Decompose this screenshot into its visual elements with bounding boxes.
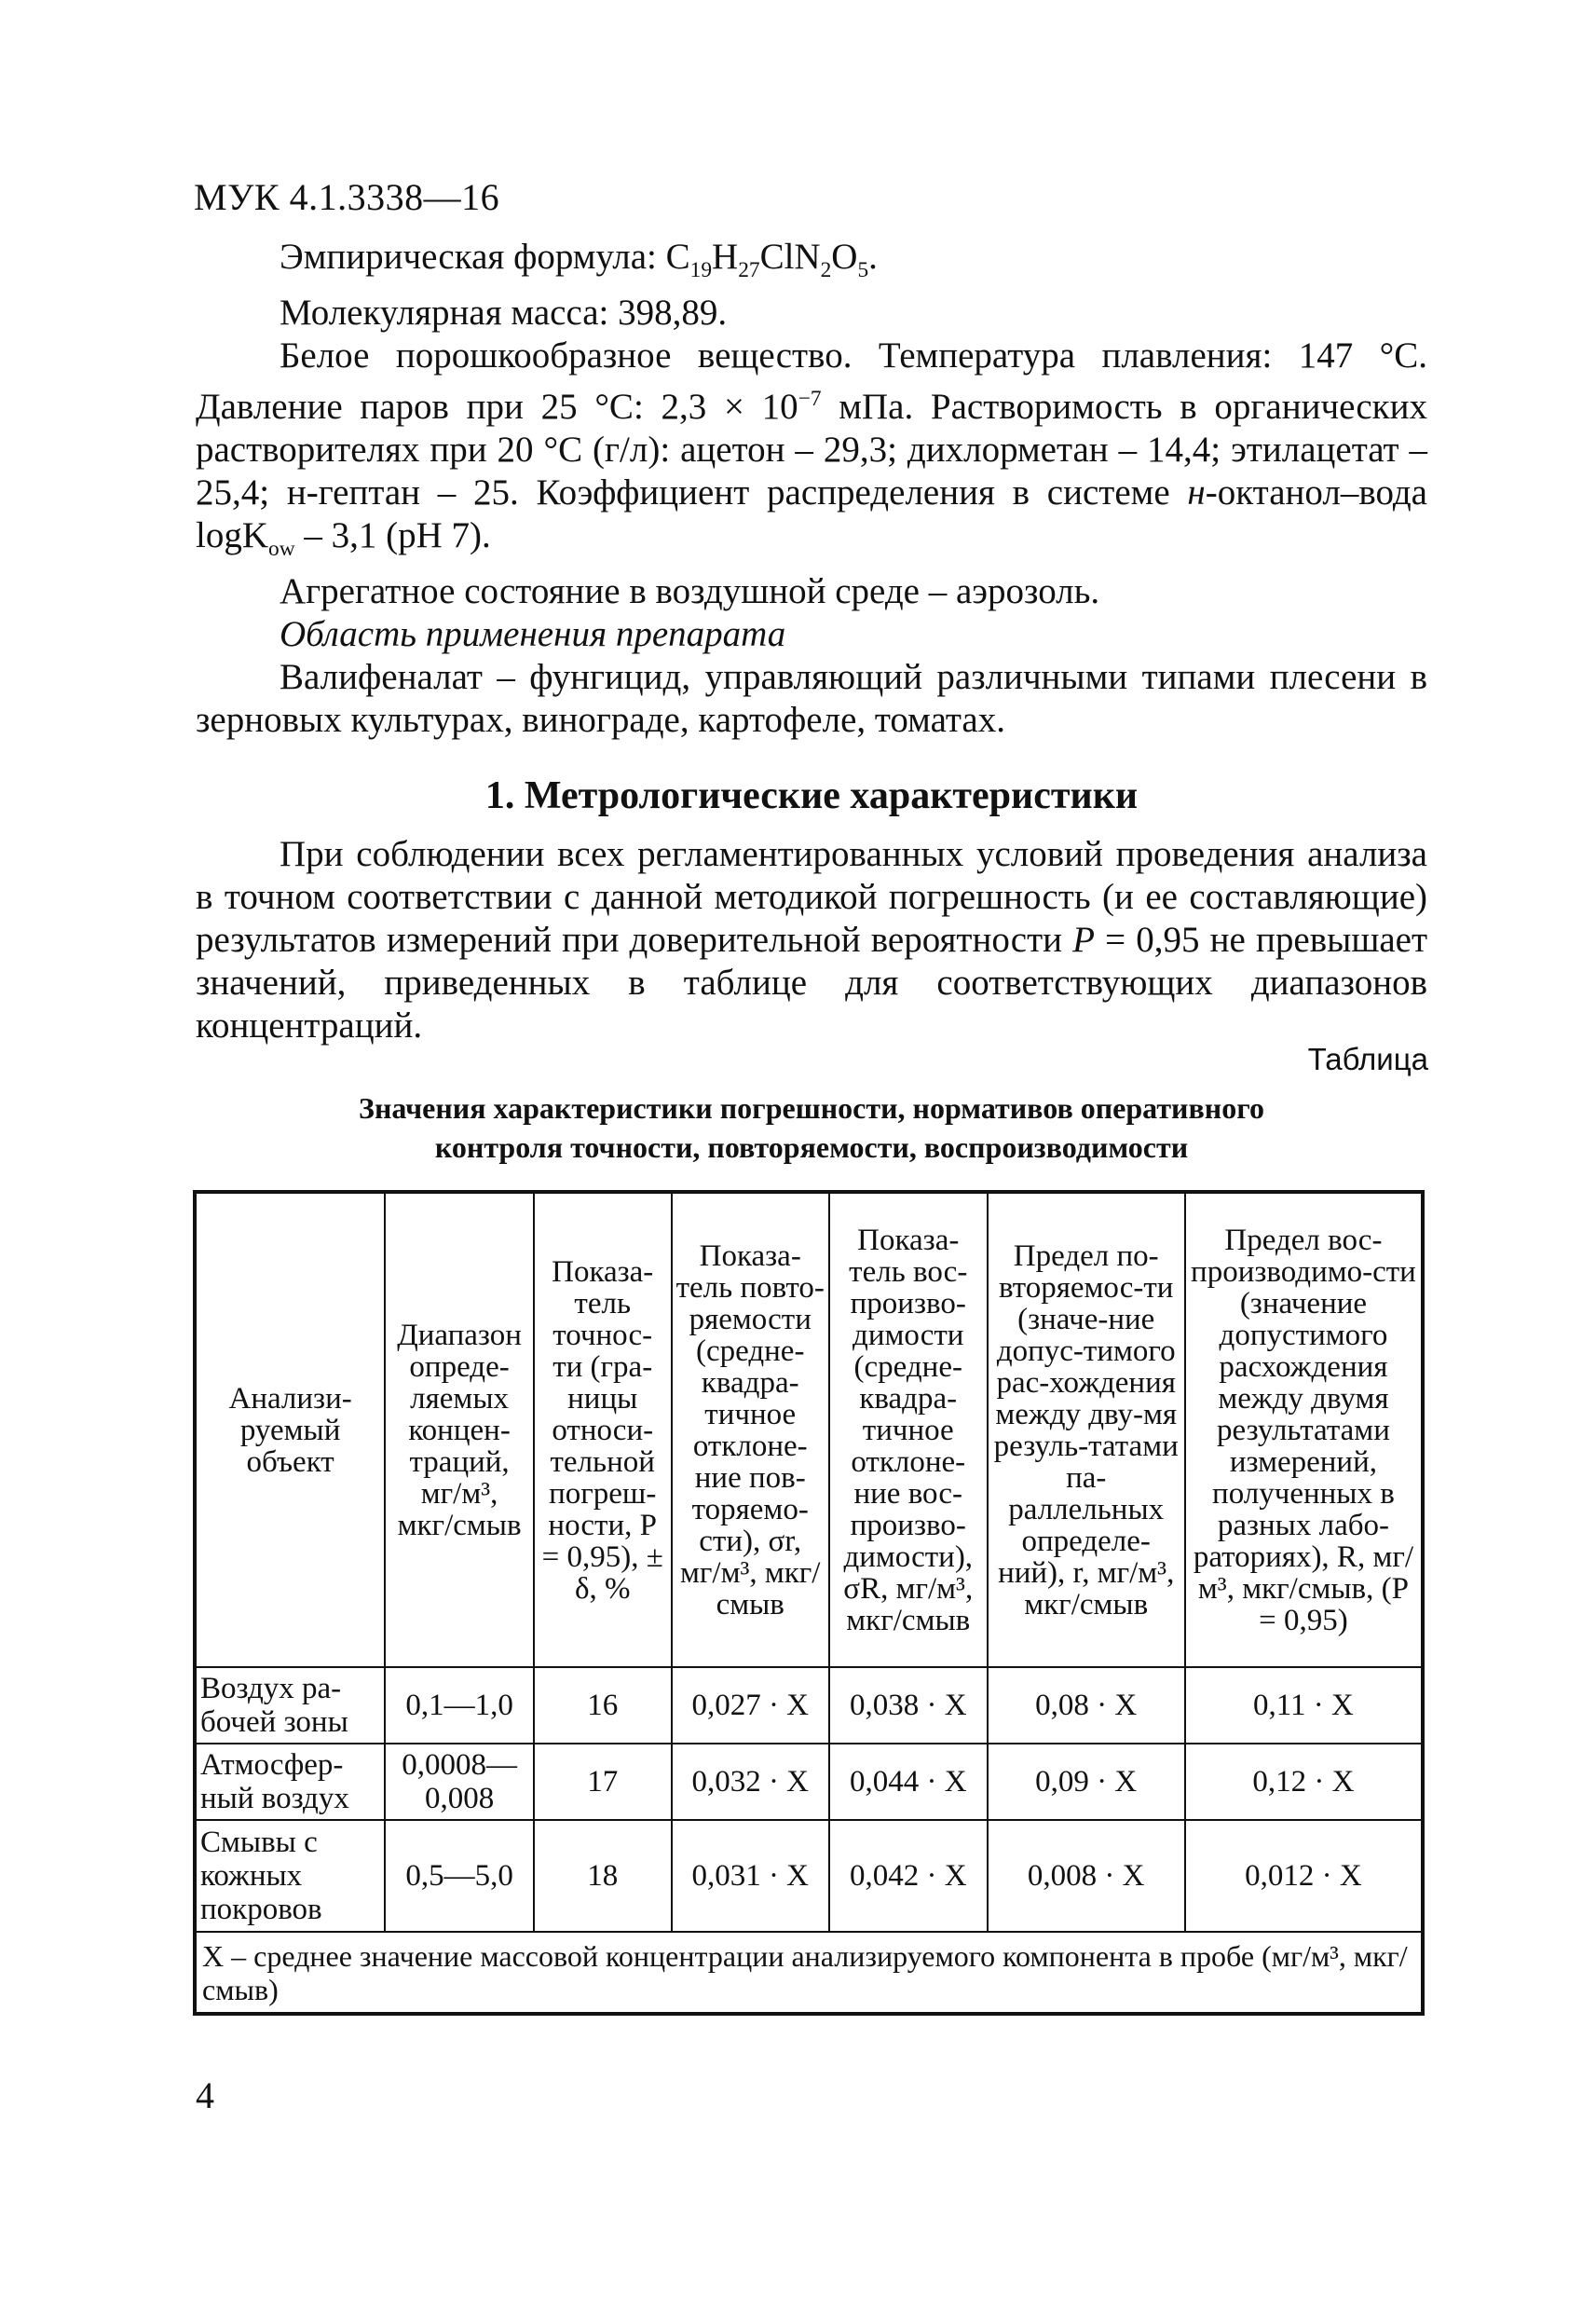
metrology-table: [193, 1190, 1425, 2016]
header-repeatability-limit: Предел по-вторяемос-ти (значе-ние допус-тимого рас-хождения между дву-мя резуль-татами па-раллельных определе-ний), r, мг/м³, мкг/смыв: [988, 1192, 1185, 1667]
table-caption: Значения характеристики погрешности, нормативов оперативного контроля точности, повторяемости, воспроизводимости: [359, 1091, 1264, 1164]
table-row: Воздух ра-бочей зоны 0,1—1,0 16 0,027 · X 0,038 · X 0,08 · X 0,11 · X: [195, 1667, 1423, 1744]
header-repeatability: Показа-тель повто-ряемости (средне-квадра-тичное отклоне-ние пов-торяемо-сти), σr, мг/м³, мкг/смыв: [672, 1192, 829, 1667]
properties-paragraph: Белое порошкообразное вещество. Температура плавления: 147 °С. Давление паров при 25 °С: $2,3 \times 10^{-7}$ мПа. Растворимость в органических растворителях при 20 °С (г/л): ацетон – 29,3; дихлорметан – 14,4; этилацетат – 25,4; н-гептан – 25. Коэффициент распределения в системе н-октанол–вода logK$_{ow}$ – 3,1 (pH 7).: [196, 335, 1427, 561]
scope-heading: Область применения препарата: [280, 613, 786, 654]
page-number: 4: [196, 2074, 214, 2116]
header-reproducibility-limit: Предел вос-производимо-сти (значение допустимого расхождения между двумя результатами измерений, полученных в разных лабо-раториях), R, мг/м³, мкг/смыв, (P = 0,95): [1185, 1192, 1423, 1667]
aggregate-state: Агрегатное состояние в воздушной среде – аэрозоль.: [280, 570, 1100, 611]
table-label: Таблица: [1307, 1042, 1428, 1076]
header-reproducibility: Показа-тель вос-произво-димости (средне-квадра-тичное отклоне-ние вос-произво-димости), σR, мг/м³, мкг/смыв: [829, 1192, 988, 1667]
intro-block: [196, 236, 1427, 742]
section-text: При соблюдении всех регламентированных условий проведения анализа в точном соответствии с данной методикой погрешность (и ее составляющие) результатов измерений при доверительной вероятности P = 0,95 не превышает значений, приведенных в таблице для соответствующих диапазонов концентраций.: [196, 834, 1428, 1046]
molar-mass: Молекулярная масса: 398,89.: [280, 292, 728, 333]
empirical-formula: Эмпирическая формула: $C_{19}H_{27}ClN_2O_5$.: [280, 237, 878, 282]
section-title: 1. Метрологические характеристики: [484, 774, 1139, 817]
table-row: Атмосфер-ный воздух 0,0008—0,008 17 0,032 · X 0,044 · X 0,09 · X 0,12 · X: [195, 1744, 1423, 1820]
scope-text: Валифеналат – фунгицид, управляющий различными типами плесени в зерновых культурах, винограде, картофеле, томатах.: [196, 656, 1427, 740]
table-row: Смывы с кожных покровов 0,5—5,0 18 0,031 · X 0,042 · X 0,008 · X 0,012 · X: [195, 1820, 1423, 1932]
header-accuracy: Показа-тель точнос-ти (гра-ницы относи-тельной погреш-ности, P = 0,95), ± δ, %: [534, 1192, 672, 1667]
header-range: Диапазон опреде-ляемых концен-траций, мг/м³, мкг/смыв: [385, 1192, 534, 1667]
table-note: X – среднее значение массовой концентрации анализируемого компонента в пробе (мг/м³, мкг/смыв): [195, 1932, 1423, 2014]
table-note-row: [195, 1932, 1423, 2014]
doc-code-header: МУК 4.1.3338—16: [194, 176, 500, 218]
table-header-row: [195, 1192, 1423, 1667]
header-object: Анализи-руемый объект: [195, 1192, 385, 1667]
